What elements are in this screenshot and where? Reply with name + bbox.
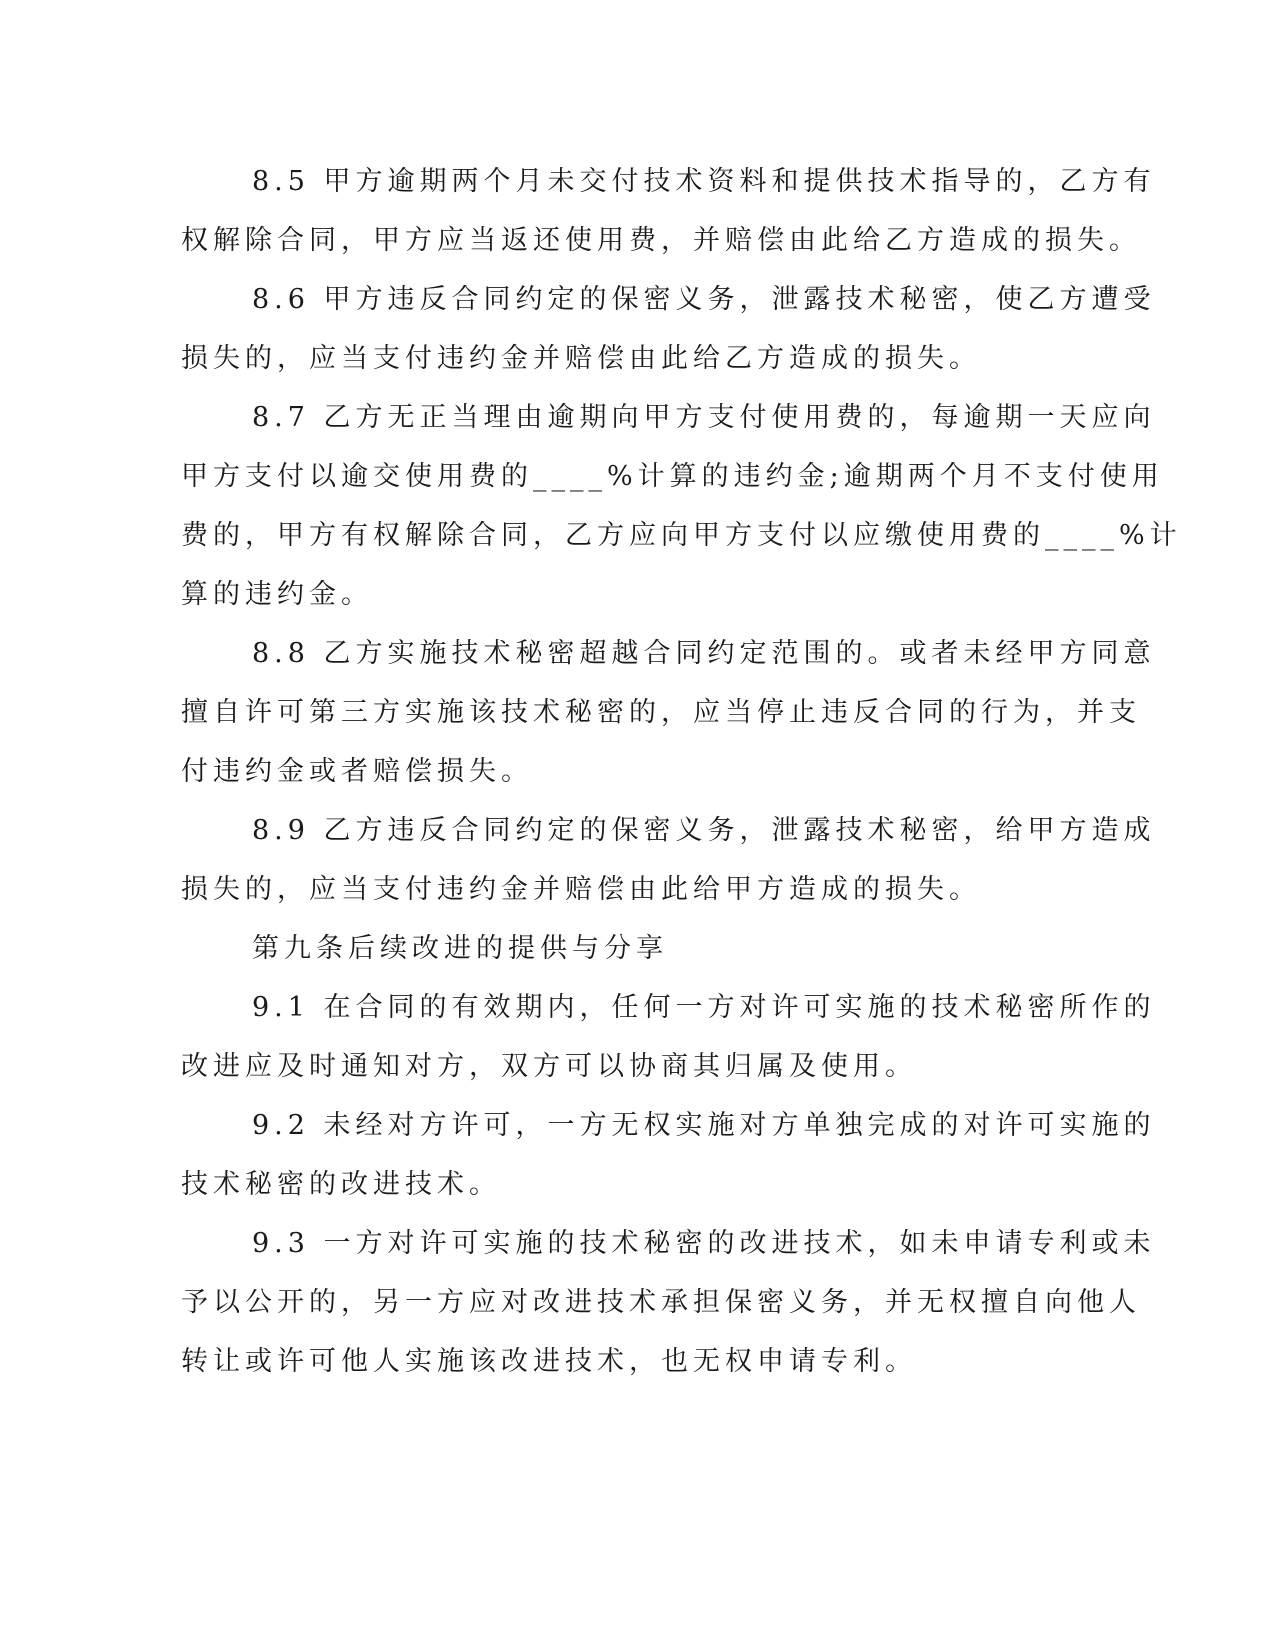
paragraph-8-8-line-1: 8.8 乙方实施技术秘密超越合同约定范围的。或者未经甲方同意 (252, 638, 1156, 669)
paragraph-8-7-line-4: 算的违约金。 (181, 579, 373, 610)
paragraph-8-5-line-1: 8.5 甲方逾期两个月未交付技术资料和提供技术指导的，乙方有 (252, 166, 1156, 197)
paragraph-8-6-line-1: 8.6 甲方违反合同约定的保密义务，泄露技术秘密，使乙方遭受 (252, 284, 1156, 315)
paragraph-9-2-line-1: 9.2 未经对方许可，一方无权实施对方单独完成的对许可实施的 (252, 1110, 1156, 1141)
paragraph-8-9-line-1: 8.9 乙方违反合同约定的保密义务，泄露技术秘密，给甲方造成 (252, 815, 1156, 846)
paragraph-8-7-line-1: 8.7 乙方无正当理由逾期向甲方支付使用费的，每逾期一天应向 (252, 402, 1156, 433)
paragraph-8-7-line-3: 费的，甲方有权解除合同，乙方应向甲方支付以应缴使用费的____%计 (181, 520, 1182, 551)
article-9-heading: 第九条后续改进的提供与分享 (252, 933, 668, 964)
paragraph-9-1-line-2: 改进应及时通知对方，双方可以协商其归属及使用。 (181, 1051, 917, 1082)
paragraph-9-3-line-2: 予以公开的，另一方应对改进技术承担保密义务，并无权擅自向他人 (181, 1287, 1141, 1318)
paragraph-8-5-line-2: 权解除合同，甲方应当返还使用费，并赔偿由此给乙方造成的损失。 (181, 225, 1141, 256)
paragraph-9-2-line-2: 技术秘密的改进技术。 (181, 1169, 501, 1200)
paragraph-8-7-line-2: 甲方支付以逾交使用费的____%计算的违约金;逾期两个月不支付使用 (181, 461, 1164, 492)
paragraph-9-3-line-1: 9.3 一方对许可实施的技术秘密的改进技术，如未申请专利或未 (252, 1228, 1156, 1259)
paragraph-8-8-line-2: 擅自许可第三方实施该技术秘密的，应当停止违反合同的行为，并支 (181, 697, 1141, 728)
paragraph-8-9-line-2: 损失的，应当支付违约金并赔偿由此给甲方造成的损失。 (181, 874, 981, 905)
paragraph-8-8-line-3: 付违约金或者赔偿损失。 (181, 756, 533, 787)
paragraph-9-1-line-1: 9.1 在合同的有效期内，任何一方对许可实施的技术秘密所作的 (252, 992, 1156, 1023)
paragraph-8-6-line-2: 损失的，应当支付违约金并赔偿由此给乙方造成的损失。 (181, 343, 981, 374)
paragraph-9-3-line-3: 转让或许可他人实施该改进技术，也无权申请专利。 (181, 1346, 917, 1377)
